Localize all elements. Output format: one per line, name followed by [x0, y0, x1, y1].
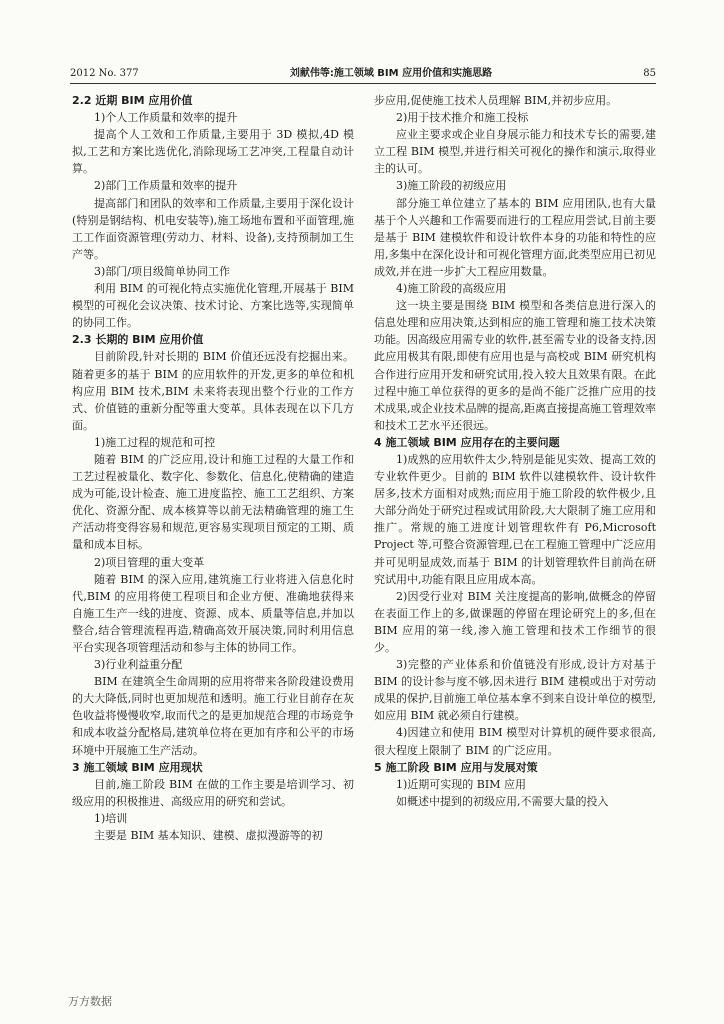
item-heading: 4)施工阶段的高级应用	[396, 282, 507, 296]
section-heading: 5 施工阶段 BIM 应用与发展对策	[374, 760, 538, 774]
body-paragraph: BIM 在建筑全生命周期的应用将带来各阶段建设费用的大大降低,同时也更加规范和透明。施工行业目前存在灰色收益将慢慢收窄,取而代之的是更加规范合理的市场竞争和成本收益分配格局,建筑单位将在更加有序和公平的市场环境中开展施工生产活动。	[72, 675, 354, 757]
item-heading: 2)项目管理的重大变革	[94, 555, 205, 569]
right-column	[374, 92, 656, 810]
body-paragraph: 这一块主要是围绕 BIM 模型和各类信息进行深入的信息处理和应用决策,达到相应的施工管理和施工技术决策功能。因高级应用需专业的软件,甚至需专业的设备支持,因此应用极其有限,即使有应用也是与高校或 BIM 研究机构合作进行应用开发和研究试用,投入较大且效果有限。在此过程中施工单位获得的更多的是尚不能广泛推广应用的技术成果,或企业技术品牌的提高,距离直接提高施工管理效率和技术工艺水平还很远。	[374, 299, 656, 432]
body-paragraph: 2)因受行业对 BIM 关注度提高的影响,做概念的停留在表面工作上的多,做课题的停留在理论研究上的多,但在 BIM 应用的第一线,渗入施工管理和技术工作细节的很少。	[374, 589, 656, 654]
body-paragraph: 目前,施工阶段 BIM 在做的工作主要是培训学习、初级应用的积极推进、高级应用的研究和尝试。	[72, 777, 354, 808]
item-heading: 1)培训	[94, 811, 128, 825]
body-paragraph: 1)成熟的应用软件太少,特别是能见实效、提高工效的专业软件更少。目前的 BIM 软件以建模软件、设计软件居多,技术方面相对成熟;而应用于施工阶段的软件极少,且大部分尚处于研究过程或试用阶段,大大限制了施工应用和推广。常规的施工进度计划管理软件有 P6,Microsoft Project 等,可整合资源管理,已在工程施工管理中广泛应用并可见明显成效,而基于 BIM 的计划管理软件目前尚在研究试用中,功能有限且应用成本高。	[374, 452, 656, 586]
body-paragraph: 如概述中提到的初级应用,不需要大量的投入	[396, 794, 609, 808]
item-heading: 3)部门/项目级简单协同工作	[94, 264, 230, 278]
section-heading: 3 施工领域 BIM 应用现状	[72, 760, 203, 774]
body-paragraph: 3)完整的产业体系和价值链没有形成,设计方对基于 BIM 的设计参与度不够,因未进行 BIM 建模或出于对劳动成果的保护,目前施工单位基本拿不到来自设计单位的模型,如应用 BIM 就必须自行建模。	[374, 658, 656, 723]
item-heading: 1)施工过程的规范和可控	[94, 435, 216, 449]
body-paragraph: 主要是 BIM 基本知识、建模、虚拟漫游等的初	[94, 829, 323, 843]
body-paragraph: 提高个人工效和工作质量,主要用于 3D 模拟,4D 模拟,工艺和方案比选优化,消除现场工艺冲突,工程量自动计算。	[72, 128, 354, 176]
section-heading: 4 施工领域 BIM 应用存在的主要问题	[374, 435, 560, 449]
body-paragraph: 随着 BIM 的深入应用,建筑施工行业将进入信息化时代,BIM 的应用将使工程项目和企业方便、准确地获得来自施工生产一线的进度、资源、成本、质量等信息,并加以整合,结合管理流程再造,精确高效开展决策,同时利用信息平台实现各项管理活动和参与主体的协同工作。	[72, 572, 354, 654]
body-paragraph: 利用 BIM 的可视化特点实施优化管理,开展基于 BIM 模型的可视化会议决策、技术讨论、方案比选等,实现简单的协同工作。	[72, 282, 354, 330]
item-heading: 3)施工阶段的初级应用	[396, 179, 507, 193]
body-paragraph: 提高部门和团队的效率和工作质量,主要用于深化设计(特别是钢结构、机电安装等),施工场地布置和平面管理,施工工作面资源管理(劳动力、材料、设备),支持预制加工生产等。	[72, 196, 354, 261]
body-paragraph: 步应用,促使施工技术人员理解 BIM,并初步应用。	[374, 94, 618, 107]
subsection-heading: 2.3 长期的 BIM 应用价值	[72, 333, 204, 347]
running-header	[70, 68, 656, 84]
subsection-heading: 2.2 近期 BIM 应用价值	[72, 94, 193, 107]
item-heading: 1)个人工作质量和效率的提升	[94, 111, 238, 125]
item-heading: 3)行业利益重分配	[94, 658, 183, 672]
item-heading: 2)用于技术推介和施工投标	[396, 111, 529, 125]
body-paragraph: 随着 BIM 的广泛应用,设计和施工过程的大量工作和工艺过程被量化、数字化、参数化、信息化,使精确的建造成为可能,设计检查、施工进度监控、施工工艺组织、方案优化、资源分配、成本核算等以前无法精确管理的施工生产活动将变得容易和规范,更容易实现项目预定的工期、质量和成本目标。	[72, 452, 354, 552]
body-paragraph: 应业主要求或企业自身展示能力和技术专长的需要,建立工程 BIM 模型,并进行相关可视化的操作和演示,取得业主的认可。	[374, 128, 656, 176]
body-paragraph: 目前阶段,针对长期的 BIM 价值还远没有挖掘出来。随着更多的基于 BIM 的应用软件的开发,更多的单位和机构应用 BIM 技术,BIM 未来将表现出整个行业的工作方式、价值链的重新分配等重大变革。具体表现在以下几方面。	[72, 350, 354, 432]
item-heading: 2)部门工作质量和效率的提升	[94, 179, 238, 193]
left-column	[72, 92, 354, 844]
issue-number: 2012 No. 377	[70, 68, 139, 79]
source-watermark: 万方数据	[68, 995, 112, 1008]
item-heading: 1)近期可实现的 BIM 应用	[396, 777, 526, 791]
page-number: 85	[643, 68, 656, 79]
body-paragraph: 部分施工单位建立了基本的 BIM 应用团队,也有大量基于个人兴趣和工作需要而进行的工程应用尝试,目前主要是基于 BIM 建模软件和设计软件本身的功能和特性的应用,多集中在深化设计和可视化管理方面,此类型应用已初见成效,并在进一步扩大工程应用数量。	[374, 196, 656, 278]
running-title: 刘献伟等:施工领域 BIM 应用价值和实施思路	[289, 68, 493, 79]
body-paragraph: 4)因建立和使用 BIM 模型对计算机的硬件要求很高,很大程度上限制了 BIM 的广泛应用。	[374, 726, 656, 757]
